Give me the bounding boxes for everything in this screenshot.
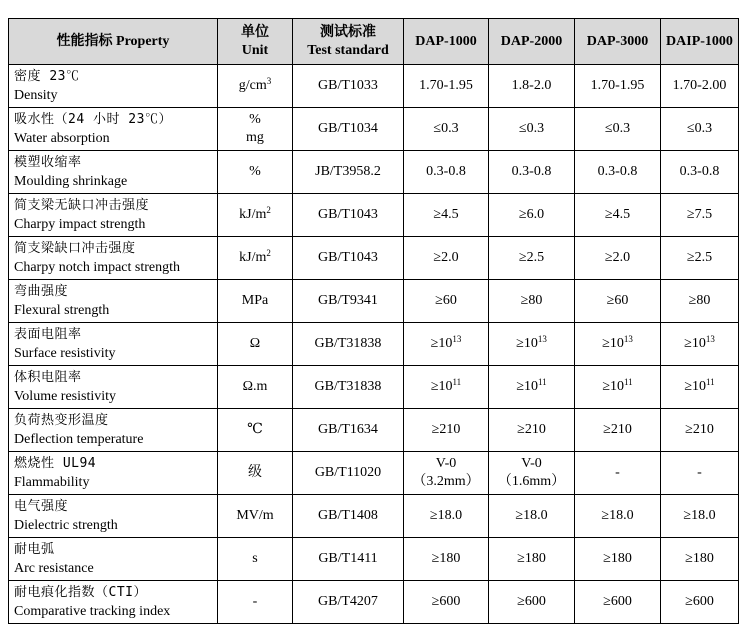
value-cell [661,151,739,194]
unit-cell [218,280,293,323]
value-cell [489,151,575,194]
unit-cell [218,194,293,237]
value-cell [404,409,489,452]
value-cell [575,495,661,538]
value-text: 0.3-0.8 [679,164,720,179]
property-cell [9,65,218,108]
value-text: ≥210 [431,422,461,437]
property-name-zh: 耐电弧 [14,542,55,557]
value-cell [575,194,661,237]
value-text: ≥6.0 [518,207,545,222]
unit-cell [218,323,293,366]
table-row [9,538,739,581]
value-text: 1.8-2.0 [511,78,552,93]
value-cell [489,194,575,237]
unit-cell [218,581,293,624]
value-text: ≥18.0 [601,508,634,523]
property-cell [9,194,218,237]
value-text: ≥80 [688,293,711,308]
value-text: ≥10 [430,379,453,394]
value-text: ≤0.3 [518,121,545,136]
value-text: ≥180 [685,551,714,566]
value-text: 0.3-0.8 [597,164,638,179]
value-cell [661,495,739,538]
value-text: 1.70-2.00 [672,78,727,93]
property-name-zh: 模塑收缩率 [14,155,82,170]
value-text: ≤0.3 [604,121,631,136]
value-text: ≥180 [431,551,461,566]
value-cell [404,538,489,581]
value-exponent: 13 [537,334,547,344]
unit-text: ℃ [247,422,263,437]
value-cell [575,452,661,495]
unit-second-line: mg [246,130,264,145]
standard-cell: GB/T1033 [293,65,404,108]
value-text: ≥180 [517,551,546,566]
value-text: 0.3-0.8 [511,164,552,179]
property-cell [9,409,218,452]
value-cell [661,194,739,237]
unit-text: Ω [249,336,261,351]
unit-text: MPa [241,293,269,308]
value-text: ≥7.5 [686,207,713,222]
value-cell [575,280,661,323]
standard-cell: GB/T1034 [293,108,404,151]
value-text: ≥10 [684,379,706,394]
value-cell [489,323,575,366]
unit-cell [218,237,293,280]
value-text: V-0 [521,456,542,471]
unit-text: Ω.m [242,379,268,394]
header-daip-1000: DAIP-1000 [661,19,739,65]
value-cell [489,280,575,323]
header-property [9,19,218,65]
properties-table [8,18,739,624]
value-cell [489,409,575,452]
table-row [9,65,739,108]
value-cell [489,495,575,538]
value-cell [575,581,661,624]
value-cell [575,237,661,280]
property-name-zh: 燃烧性 UL94 [14,456,97,471]
unit-cell [218,452,293,495]
unit-text: s [252,551,258,566]
value-exponent: 11 [452,377,462,387]
value-cell [489,65,575,108]
standard-cell: GB/T9341 [293,280,404,323]
value-cell [575,538,661,581]
value-cell [661,65,739,108]
header-dap-2000: DAP-2000 [489,19,575,65]
value-text: ≥210 [517,422,546,437]
property-name-en: Flammability [14,475,90,490]
unit-superscript: 3 [266,76,272,86]
value-exponent: 11 [624,377,633,387]
unit-text: MV/m [236,508,274,523]
property-name-zh: 简支梁缺口冲击强度 [14,241,136,256]
value-cell [661,237,739,280]
table-body [9,65,739,624]
property-cell [9,237,218,280]
value-cell [404,151,489,194]
property-cell [9,323,218,366]
property-name-en: Dielectric strength [14,518,118,533]
value-text: ≥18.0 [683,508,716,523]
property-cell [9,366,218,409]
value-text: ≥18.0 [429,508,463,523]
property-cell [9,581,218,624]
value-text: ≥600 [685,594,714,609]
unit-text: 级 [248,465,262,480]
property-cell [9,538,218,581]
table-row [9,108,739,151]
value-cell [489,237,575,280]
standard-cell: GB/T1634 [293,409,404,452]
table-row [9,280,739,323]
value-text: ≥60 [435,293,457,308]
unit-cell [218,409,293,452]
unit-cell [218,108,293,151]
unit-text: g/cm [238,78,267,93]
property-name-zh: 吸水性（24 小时 23℃） [14,112,172,127]
standard-cell: GB/T1043 [293,194,404,237]
header-property-label: 性能指标 Property [56,33,170,49]
unit-cell [218,538,293,581]
property-name-en: Charpy notch impact strength [14,260,181,275]
unit-text: kJ/m [239,250,267,265]
property-cell [9,495,218,538]
value-cell [489,366,575,409]
value-text: ≥10 [430,336,453,351]
property-name-zh: 电气强度 [14,499,69,514]
property-name-en: Surface resistivity [14,346,116,361]
value-text: ≥600 [517,594,546,609]
property-name-zh: 耐电痕化指数（CTI） [14,585,147,600]
value-text: 1.70-1.95 [419,78,473,93]
table-row [9,452,739,495]
value-text: ≥60 [606,293,629,308]
value-text: ≥10 [516,336,538,351]
property-sheet [8,18,738,624]
value-cell [575,108,661,151]
property-name-en: Density [14,88,58,103]
standard-cell: GB/T1411 [293,538,404,581]
standard-cell: GB/T31838 [293,366,404,409]
value-exponent: 13 [452,334,462,344]
unit-text: kJ/m [239,207,267,222]
value-cell [489,108,575,151]
table-row [9,409,739,452]
value-cell [489,452,575,495]
property-name-en: Volume resistivity [14,389,117,404]
header-dap-1000: DAP-1000 [404,19,489,65]
value-text: ≥180 [603,551,632,566]
value-text: ≥18.0 [515,508,548,523]
unit-text: % [249,164,261,179]
unit-text: - [252,594,258,609]
header-unit [218,19,293,65]
property-name-zh: 负荷热变形温度 [14,413,109,428]
property-cell [9,280,218,323]
value-cell [661,538,739,581]
header-standard-zh: 测试标准 [320,24,376,40]
value-cell [404,65,489,108]
property-cell [9,151,218,194]
table-row [9,151,739,194]
value-exponent: 11 [538,377,547,387]
value-cell [404,452,489,495]
header-dap-3000: DAP-3000 [575,19,661,65]
value-cell [404,194,489,237]
value-cell [661,366,739,409]
value-text: ≤0.3 [686,121,713,136]
property-name-en: Charpy impact strength [14,217,146,232]
value-cell [404,366,489,409]
standard-cell: GB/T4207 [293,581,404,624]
value-text: ≥80 [520,293,543,308]
value-exponent: 13 [623,334,633,344]
property-cell [9,108,218,151]
property-name-zh: 密度 23℃ [14,69,80,84]
value-cell [575,366,661,409]
value-cell [404,323,489,366]
table-row [9,323,739,366]
value-text: - [697,465,702,480]
standard-cell: GB/T1043 [293,237,404,280]
header-unit-en: Unit [241,42,269,58]
value-cell [404,581,489,624]
value-text: ≥210 [603,422,632,437]
value-text: ≥10 [602,379,624,394]
value-exponent: 11 [706,377,715,387]
value-text: V-0 [435,456,457,471]
value-cell [404,237,489,280]
value-cell [661,581,739,624]
value-cell [404,108,489,151]
property-name-en: Deflection temperature [14,432,144,447]
unit-text: % [249,112,261,127]
property-name-zh: 表面电阻率 [14,327,82,342]
value-second-line: （3.2mm） [412,474,480,489]
table-row [9,581,739,624]
value-text: ≥10 [684,336,706,351]
value-text: ≥600 [431,594,461,609]
value-cell [575,151,661,194]
standard-cell: JB/T3958.2 [293,151,404,194]
property-name-en: Moulding shrinkage [14,174,128,189]
standard-cell: GB/T1408 [293,495,404,538]
property-name-en: Comparative tracking index [14,604,171,619]
value-cell [661,323,739,366]
property-name-en: Arc resistance [14,561,94,576]
table-row [9,237,739,280]
header-unit-zh: 单位 [241,24,269,40]
value-text: ≥2.5 [518,250,545,265]
value-text: 0.3-0.8 [426,164,466,179]
value-text: 1.70-1.95 [590,78,645,93]
value-cell [404,495,489,538]
unit-cell [218,151,293,194]
value-cell [575,409,661,452]
value-text: ≥2.0 [604,250,631,265]
unit-cell [218,65,293,108]
value-cell [661,409,739,452]
value-text: - [615,465,620,480]
value-cell [661,452,739,495]
value-second-line: （1.6mm） [497,474,566,489]
unit-cell [218,366,293,409]
property-name-zh: 弯曲强度 [14,284,69,299]
value-text: ≥210 [685,422,714,437]
header-row [9,19,739,65]
header-standard [293,19,404,65]
header-standard-en: Test standard [307,42,389,58]
standard-cell: GB/T11020 [293,452,404,495]
value-cell [661,280,739,323]
value-exponent: 13 [705,334,715,344]
property-name-en: Water absorption [14,131,110,146]
value-text: ≤0.3 [433,121,459,136]
value-text: ≥4.5 [604,207,631,222]
value-text: ≥2.5 [686,250,713,265]
value-text: ≥10 [602,336,624,351]
property-name-en: Flexural strength [14,303,110,318]
value-cell [661,108,739,151]
value-cell [489,581,575,624]
value-text: ≥4.5 [433,207,459,222]
table-row [9,194,739,237]
unit-superscript: 2 [266,248,271,258]
property-name-zh: 体积电阻率 [14,370,82,385]
property-cell [9,452,218,495]
table-row [9,366,739,409]
value-text: ≥600 [603,594,632,609]
unit-superscript: 2 [266,205,271,215]
table-row [9,495,739,538]
standard-cell: GB/T31838 [293,323,404,366]
value-cell [575,65,661,108]
value-cell [575,323,661,366]
value-text: ≥10 [516,379,538,394]
unit-cell [218,495,293,538]
value-text: ≥2.0 [433,250,459,265]
value-cell [404,280,489,323]
property-name-zh: 简支梁无缺口冲击强度 [14,198,150,213]
value-cell [489,538,575,581]
